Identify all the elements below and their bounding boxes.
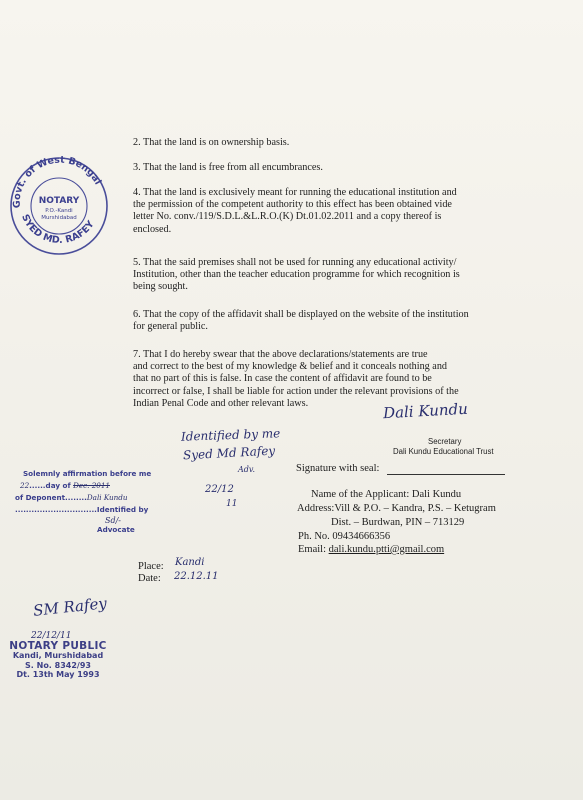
paragraph-line: and correct to the best of my knowledge & belief and it conceals nothing and (133, 361, 448, 373)
paragraph-line: for general public. (133, 321, 208, 333)
seal-center-line1: P.O.-Kandi (45, 208, 73, 214)
paragraph-line: 6. That the copy of the affidavit shall be displayed on the website of the institution (133, 309, 469, 320)
paragraph-line: incorrect or false, I shall be liable for action under the relevant provisions of the (133, 385, 459, 397)
paragraph-line: 2. That the land is on ownership basis. (133, 137, 290, 148)
signature-label: Signature with seal: (296, 463, 380, 474)
paragraph-3 (133, 162, 518, 174)
notary-seal (4, 150, 114, 260)
paragraph-5 (133, 257, 518, 294)
paragraph-line: enclosed. (133, 223, 172, 235)
applicant-address-2: Dist. – Burdwan, PIN – 713129 (331, 517, 465, 528)
email-label: Email: (298, 544, 329, 555)
applicant-email-row (298, 544, 444, 555)
affirmation-line6: Advocate (97, 525, 135, 534)
handwritten-date: 22/12 (205, 484, 234, 495)
paragraph-2 (133, 137, 518, 149)
seal-center-title: NOTARY (38, 196, 80, 206)
affirmation-stamp (15, 468, 165, 534)
applicant-address-1: Address:Vill & P.O. – Kandra, P.S. – Ketugram (297, 503, 496, 514)
secretary-title: Secretary (428, 437, 462, 446)
notary-stamp-line3: Dt. 13th May 1993 (16, 670, 100, 679)
seal-top-text: Govt. of West Bengal (11, 154, 104, 209)
paragraph-4 (133, 187, 518, 236)
seal-bottom-text: SYED MD. RAFEY (19, 212, 97, 247)
secretary-org: Dali Kundu Educational Trust (393, 447, 494, 456)
paragraph-line: Indian Penal Code and other relevant laws. (133, 397, 309, 409)
affirmation-line5: Sd/- (105, 516, 121, 525)
handwritten-year: 11 (226, 499, 238, 509)
paragraph-line: 3. That the land is free from all encumbrances. (133, 162, 323, 173)
paragraph-line: 7. That I do hereby swear that the above declarations/statements are true (133, 349, 428, 360)
notary-stamp-title: NOTARY PUBLIC (9, 639, 107, 652)
date-label: Date: (138, 573, 161, 584)
identified-handwriting: Identified by me (180, 426, 281, 444)
notary-signature: SM Rafey (32, 594, 108, 620)
notary-stamp-date: 22/12/11 (31, 631, 72, 641)
paragraph-line: being sought. (133, 281, 188, 293)
applicant-name: Name of the Applicant: Dali Kundu (311, 489, 462, 500)
paragraph-line: 4. That the land is exclusively meant for running the educational institution and (133, 187, 457, 198)
signature-line (387, 474, 505, 475)
seal-center-line2: Murshidabad (41, 215, 77, 221)
date-value: 22.12.11 (174, 571, 219, 582)
secretary-signature: Dali Kundu (382, 399, 469, 423)
paragraph-line: the permission of the competent authority to this effect has been obtained vide (133, 199, 452, 211)
notary-name-handwriting: Syed Md Rafey (182, 443, 276, 463)
notary-stamp-line1: Kandi, Murshidabad (12, 651, 104, 660)
affirmation-line1: Solemnly affirmation before me (23, 469, 152, 478)
paragraph-6 (133, 309, 518, 333)
applicant-phone: Ph. No. 09434666356 (298, 531, 391, 542)
paragraph-line: 5. That the said premises shall not be used for running any educational activity/ (133, 257, 457, 268)
paragraph-line: letter No. conv./119/S.D.L.&L.R.O.(K) Dt.01.02.2011 and a copy thereof is (133, 211, 442, 223)
paragraph-line: Institution, other than the teacher education programme for which recognition is (133, 269, 460, 281)
affirmation-line4: ..............................Identified by (15, 505, 149, 514)
place-label: Place: (138, 561, 164, 572)
adv-handwriting: Adv. (238, 465, 256, 474)
affirmation-line3: of Deponent........Dali Kundu (15, 493, 128, 502)
affirmation-line2: 22......day of Dec. 2011 (20, 481, 110, 490)
place-value: Kandi (175, 557, 205, 568)
notary-public-stamp (3, 632, 113, 680)
email-link[interactable]: dali.kundu.ptti@gmail.com (328, 544, 445, 555)
paragraph-line: that no part of this is false. In case the content of affidavit are found to be (133, 373, 432, 385)
notary-stamp-line2: S. No. 8342/93 (25, 660, 91, 670)
